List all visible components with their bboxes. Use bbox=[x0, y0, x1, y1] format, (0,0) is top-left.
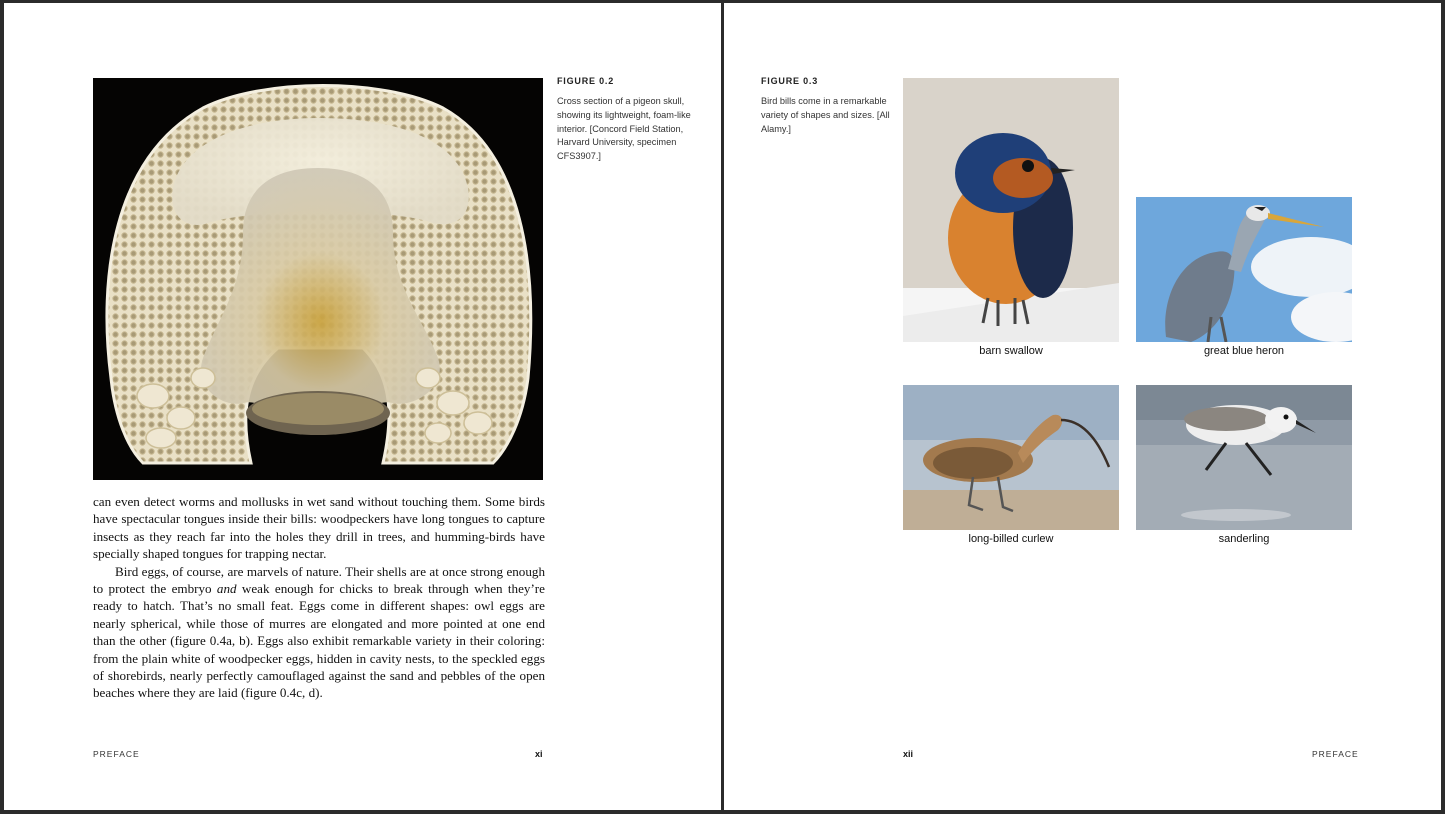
paragraph: Bird eggs, of course, are marvels of nature. Their shells are at once strong enough to protect the embryo and weak enough for chicks to break through when they’re ready to hatch. That’s no small feat. Eggs come in different shapes: owl eggs are nearly spherical, while those of murres are elongated and more pointed at one end than the other (figure 0.4a, b). Eggs also exhibit remarkable variety in their coloring: from the plain white of woodpecker eggs, hidden in cavity nests, to the speckled eggs of shorebirds, nearly perfectly camouflaged against the sand and pebbles of the open beaches where they are laid (figure 0.4c, d). bbox=[93, 563, 545, 701]
sanderling-icon bbox=[1136, 385, 1352, 530]
pigeon-skull-icon bbox=[93, 78, 543, 480]
running-head: PREFACE bbox=[93, 749, 140, 759]
barn-swallow-icon bbox=[903, 78, 1119, 342]
bird-name-sanderling: sanderling bbox=[1218, 533, 1270, 545]
barn-swallow-photo bbox=[903, 78, 1119, 342]
right-page bbox=[724, 3, 1441, 810]
figure-label: FIGURE 0.3 bbox=[761, 76, 819, 86]
long-billed-curlew-icon bbox=[903, 385, 1119, 530]
long-billed-curlew-photo bbox=[903, 385, 1119, 530]
bird-name-barn-swallow: barn swallow bbox=[979, 345, 1043, 357]
sanderling-photo bbox=[1136, 385, 1352, 530]
running-head: PREFACE bbox=[1312, 749, 1359, 759]
figure-caption: Cross section of a pigeon skull, showing its lightweight, foam-like interior. [Concord Field Station, Harvard University, specimen CFS3907.] bbox=[557, 96, 691, 162]
bird-name-long-billed-curlew: long-billed curlew bbox=[968, 533, 1054, 545]
great-blue-heron-photo bbox=[1136, 197, 1352, 342]
great-blue-heron-icon bbox=[1136, 197, 1352, 342]
bird-name-great-blue-heron: great blue heron bbox=[1203, 345, 1285, 357]
page-number: xii bbox=[903, 749, 914, 759]
left-page bbox=[4, 3, 721, 810]
figure-label: FIGURE 0.2 bbox=[557, 76, 615, 86]
pigeon-skull-photo bbox=[93, 78, 543, 480]
body-text bbox=[93, 493, 545, 702]
page-number: xi bbox=[535, 749, 543, 759]
paragraph: can even detect worms and mollusks in wet sand without touching them. Some birds have spectacular tongues inside their bills: woodpeckers have long tongues to capture insects as they reach far into the holes they drill in trees, and humming-birds have specially shaped tongues for trapping nectar. bbox=[93, 494, 545, 562]
figure-caption: Bird bills come in a remarkable variety of shapes and sizes. [All Alamy.] bbox=[761, 96, 890, 134]
